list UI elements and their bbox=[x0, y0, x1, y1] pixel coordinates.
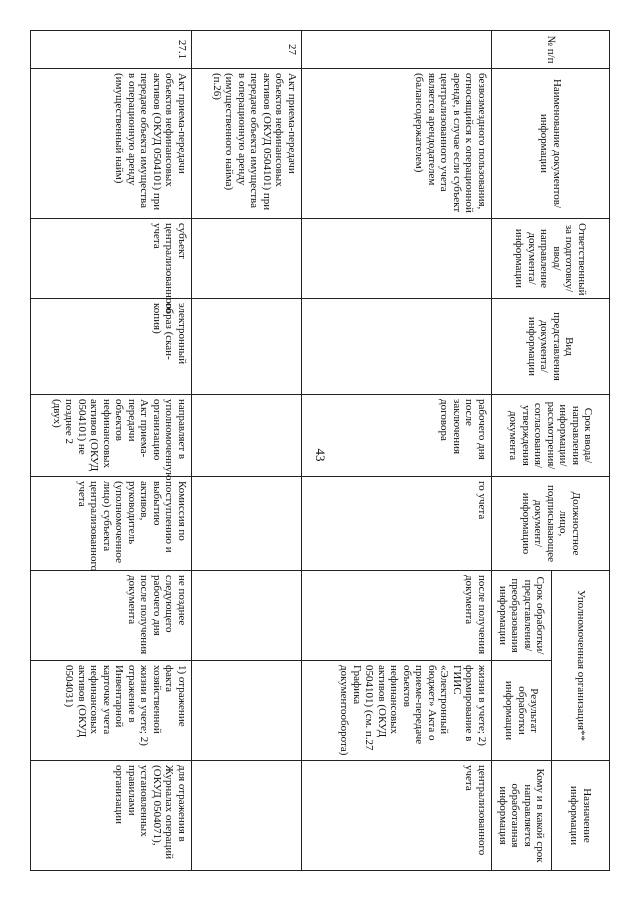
cell-purpose-to bbox=[192, 761, 302, 871]
cell-num bbox=[302, 31, 492, 69]
document-flow-table bbox=[30, 30, 610, 871]
cell-num: 27.1 bbox=[31, 31, 192, 69]
cell-name: Акт приема-передачи объектов нефинансовых активов (ОКУД 0504101) при передаче объекта имущества в операционную аренду (имущественный найм) bbox=[31, 69, 192, 219]
cell-responsible bbox=[302, 219, 492, 299]
cell-term bbox=[192, 395, 302, 477]
cell-auth-term: после получения документа bbox=[302, 571, 492, 661]
header-auth-org: Уполномоченная организация** bbox=[552, 571, 610, 761]
cell-num: 27 bbox=[192, 31, 302, 69]
header-official: Должностное лицо, подписывающее документ/ информацию bbox=[492, 477, 610, 571]
header-purpose: Назначение информации bbox=[552, 761, 610, 871]
cell-name: безвозмездного пользования, относящийся к операционной аренде, в случае если субъект централизованного учета является арендодателем (балансодержателем) bbox=[302, 69, 492, 219]
table-row bbox=[302, 31, 492, 871]
header-auth-result: Результат обработки информации bbox=[492, 661, 552, 761]
rotated-table-container bbox=[30, 30, 610, 870]
table-row bbox=[31, 31, 192, 871]
cell-responsible: субъект централизованного учета bbox=[31, 219, 192, 299]
cell-auth-result: жизни в учете; 2) формирование в ГИИС «Электронный бюджет» Акта о приеме-передаче объектов нефинансовых активов (ОКУД 0504101) (см. п.27 Графика документооборота) bbox=[302, 661, 492, 761]
cell-form: электронный образ (скан-копия) bbox=[31, 299, 192, 395]
cell-purpose-to: централизованного учета bbox=[302, 761, 492, 871]
cell-auth-result: 1) отражение факта хозяйственной жизни в учете; 2) отражение в Инвентарной карточке учета нефинансовых активов (ОКУД 0504031) bbox=[31, 661, 192, 761]
page-number: 43 bbox=[313, 448, 328, 462]
header-auth-term: Срок обработки/ представления/ преобразования информации bbox=[492, 571, 552, 661]
cell-auth-term bbox=[192, 571, 302, 661]
header-responsible: Ответственный за подготовку/ ввод/ направление документа/ информации bbox=[492, 219, 610, 299]
cell-official bbox=[192, 477, 302, 571]
cell-name: Акт приема-передачи объектов нефинансовых активов (ОКУД 0504101) при передаче объекта имущества в операционную аренду (имущественного найма) (п.26) bbox=[192, 69, 302, 219]
cell-official: Комиссия по поступлению и выбытию активов, руководитель (уполномоченное лицо) субъекта централизованного учета bbox=[31, 477, 192, 571]
cell-responsible bbox=[192, 219, 302, 299]
header-row-1 bbox=[552, 31, 610, 871]
header-num: № п/п bbox=[492, 31, 610, 69]
cell-auth-result bbox=[192, 661, 302, 761]
cell-official: го учета bbox=[302, 477, 492, 571]
header-term: Срок ввода/ направления информации/ рассмотрения/ согласования/ утверждения документа bbox=[492, 395, 610, 477]
cell-auth-term: не позднее следующего рабочего дня после получения документа bbox=[31, 571, 192, 661]
cell-term: рабочего дня после заключения договора bbox=[302, 395, 492, 477]
table-row bbox=[192, 31, 302, 871]
cell-form bbox=[192, 299, 302, 395]
header-name: Наименование документов/информации bbox=[492, 69, 610, 219]
cell-purpose-to: для отражения в Журналах операций (ОКУД 0504071), установленных правилами организации bbox=[31, 761, 192, 871]
cell-form bbox=[302, 299, 492, 395]
cell-term: направляет в уполномоченную организацию Акт приема-передачи объектов нефинансовых активов (ОКУД 0504101) не позднее 2 (двух) bbox=[31, 395, 192, 477]
header-form: Вид представления документа/ информации bbox=[492, 299, 610, 395]
header-purpose-to: Кому и в какой срок направляется обработанная информация bbox=[492, 761, 552, 871]
